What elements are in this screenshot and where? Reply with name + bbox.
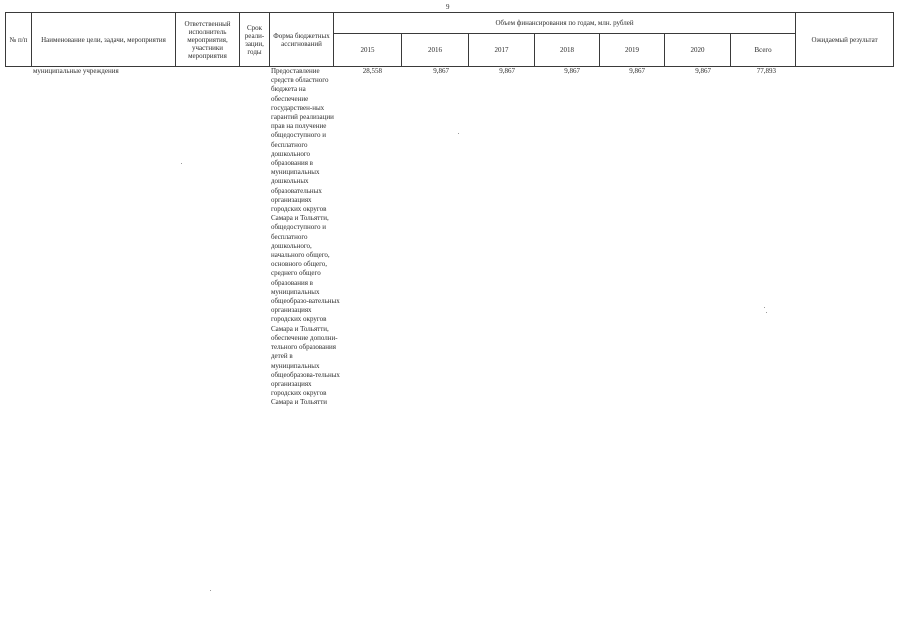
header-name: Наименование цели, задачи, мероприятия xyxy=(32,13,176,67)
row-form: Предоставление средств областного бюджета на обеспечение государствен-ных гарантий реализации прав на получение общедоступного и бесплатного дошкольного образования в муниципальных дошкольных образовательных организациях городских округов Самара и Тольятти, общедоступного и бесплатного дошкольного, начального общего, основного общего, среднего общего образования в муниципальных общеобразо-вательных организациях городских округов Самара и Тольятти, обеспечение дополни-тельного образования детей в муниципальных общеобразова-тельных организациях городских округов Самара и Тольятти xyxy=(271,67,340,407)
value-2020: 9,867 xyxy=(695,67,711,75)
scan-speck xyxy=(764,307,765,308)
value-2018: 9,867 xyxy=(564,67,580,75)
header-financing: Объем финансирования по годам, млн. рублей xyxy=(334,13,796,34)
scan-speck xyxy=(181,163,182,164)
value-total: 77,893 xyxy=(756,67,776,75)
header-year-2019: 2019 xyxy=(600,34,665,67)
header-year-2016: 2016 xyxy=(402,34,469,67)
value-2015: 28,558 xyxy=(362,67,382,75)
header-total: Всего xyxy=(731,34,796,67)
financing-table xyxy=(5,12,894,67)
value-2016: 9,867 xyxy=(433,67,449,75)
header-year-2017: 2017 xyxy=(469,34,535,67)
header-responsible: Ответственный исполнитель мероприятия, участники мероприятия xyxy=(176,13,240,67)
header-term: Срок реали-зации, годы xyxy=(240,13,270,67)
scan-speck xyxy=(766,312,767,313)
value-2017: 9,867 xyxy=(499,67,515,75)
scan-speck xyxy=(210,590,211,591)
header-result: Ожидаемый результат xyxy=(796,13,894,67)
header-year-2018: 2018 xyxy=(535,34,600,67)
scan-speck xyxy=(458,133,459,134)
header-year-2015: 2015 xyxy=(334,34,402,67)
page-number: 9 xyxy=(446,3,450,11)
header-form: Форма бюджетных ассигнований xyxy=(270,13,334,67)
row-name: муниципальные учреждения xyxy=(33,67,119,75)
header-year-2020: 2020 xyxy=(665,34,731,67)
value-2019: 9,867 xyxy=(629,67,645,75)
header-num: № п/п xyxy=(6,13,32,67)
